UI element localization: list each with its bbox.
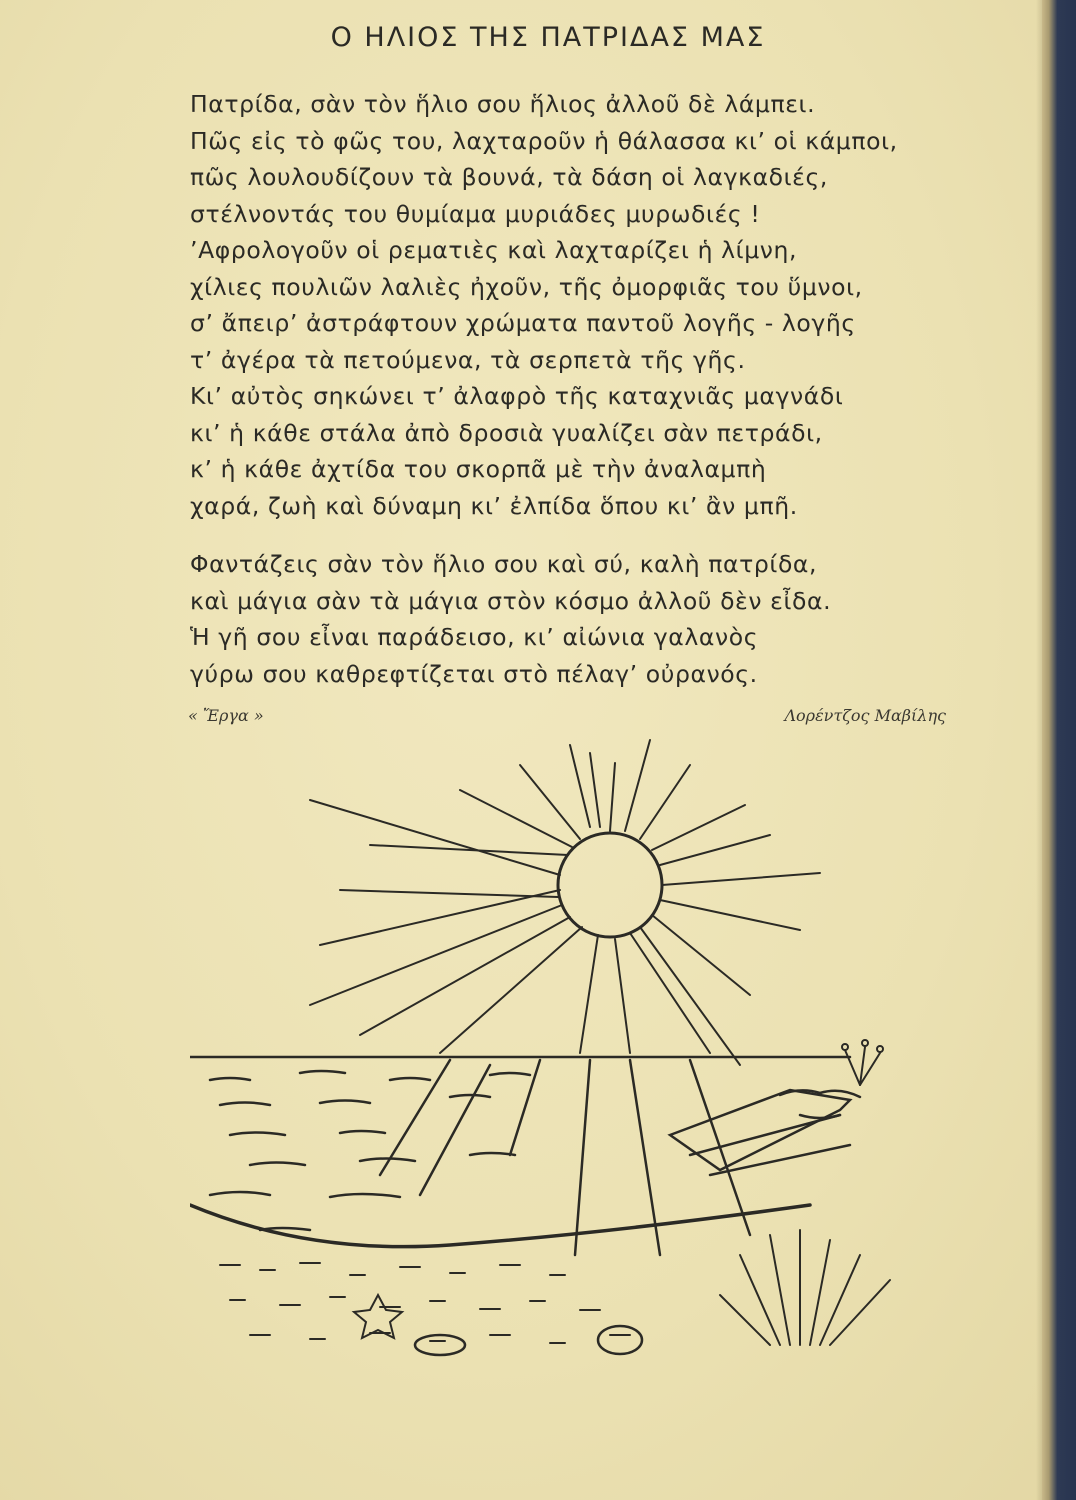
poem-line: καὶ μάγια σὰν τὰ μάγια στὸν κόσμο ἀλλοῦ δὲν εἶδα. [190,586,832,615]
poem-line: Πῶς εἰς τὸ φῶς του, λαχταροῦν ἡ θάλασσα κι’ οἱ κάμποι, [190,126,898,155]
starfish-icon [354,1295,402,1338]
stanza-2 [190,546,1020,692]
poem-line: γύρω σου καθρεφτίζεται στὸ πέλαγ’ οὐρανός. [190,659,758,688]
sun-sea-drawing [190,735,960,1375]
sea-waves [190,1060,810,1255]
poem-line: Ἡ γῆ σου εἶναι παράδεισο, κι’ αἰώνια γαλανὸς [190,623,759,651]
poem-line: χαρά, ζωὴ καὶ δύναμη κι’ ἐλπίδα ὅπου κι’ ἂν μπῆ. [190,491,798,520]
poem-line: κ’ ἡ κάθε ἀχτίδα του σκορπᾶ μὲ τὴν ἀναλαμπὴ [190,455,767,483]
sun-rays [310,740,820,1065]
author-name: Λορέντζος Μαβίλης [784,706,946,725]
poem-line: στέλνοντάς του θυμίαμα μυριάδες μυρωδιές ! [190,199,761,228]
poem-line: χίλιες πουλιῶν λαλιὲς ἠχοῦν, τῆς ὀμορφιᾶς του ὕμνοι, [190,272,863,301]
source-citation: « Ἔργα » [188,706,264,725]
poem-line: ’Αφρολογοῦν οἱ ρεματιὲς καὶ λαχταρίζει ἡ λίμνη, [190,236,798,264]
rocky-shore [670,1090,860,1175]
poem-line: Φαντάζεις σὰν τὸν ἥλιο σου καὶ σύ, καλὴ πατρίδα, [190,550,818,578]
book-spine [1042,0,1076,1500]
grass-tuft-icon [720,1230,890,1345]
poem-title: Ο ΗΛΙΟΣ ΤΗΣ ΠΑΤΡΙΔΑΣ ΜΑΣ [330,22,766,53]
poem-line: Πατρίδα, σὰν τὸν ἥλιο σου ἥλιος ἀλλοῦ δὲ λάμπει. [190,90,816,118]
poem-line: σ’ ἄπειρ’ ἀστράφτουν χρώματα παντοῦ λογῆς - λογῆς [190,309,856,337]
poem-line: Κι’ αὐτὸς σηκώνει τ’ ἀλαφρὸ τῆς καταχνιᾶς μαγνάδι [190,382,844,410]
poem-line: τ’ ἀγέρα τὰ πετούμενα, τὰ σερπετὰ τῆς γῆς. [190,345,746,374]
sun-over-sea-illustration [190,735,960,1375]
plant-icon [842,1040,883,1085]
pebble-icon [415,1335,465,1355]
sand-texture [220,1263,630,1343]
sun-icon [558,833,662,937]
stanza-1 [190,86,1020,524]
shell-icon [598,1326,642,1354]
poem-line: κι’ ἡ κάθε στάλα ἀπὸ δροσιὰ γυαλίζει σὰν πετράδι, [190,418,823,447]
poem-line: πῶς λουλουδίζουν τὰ βουνά, τὰ δάση οἱ λαγκαδιές, [190,163,828,191]
